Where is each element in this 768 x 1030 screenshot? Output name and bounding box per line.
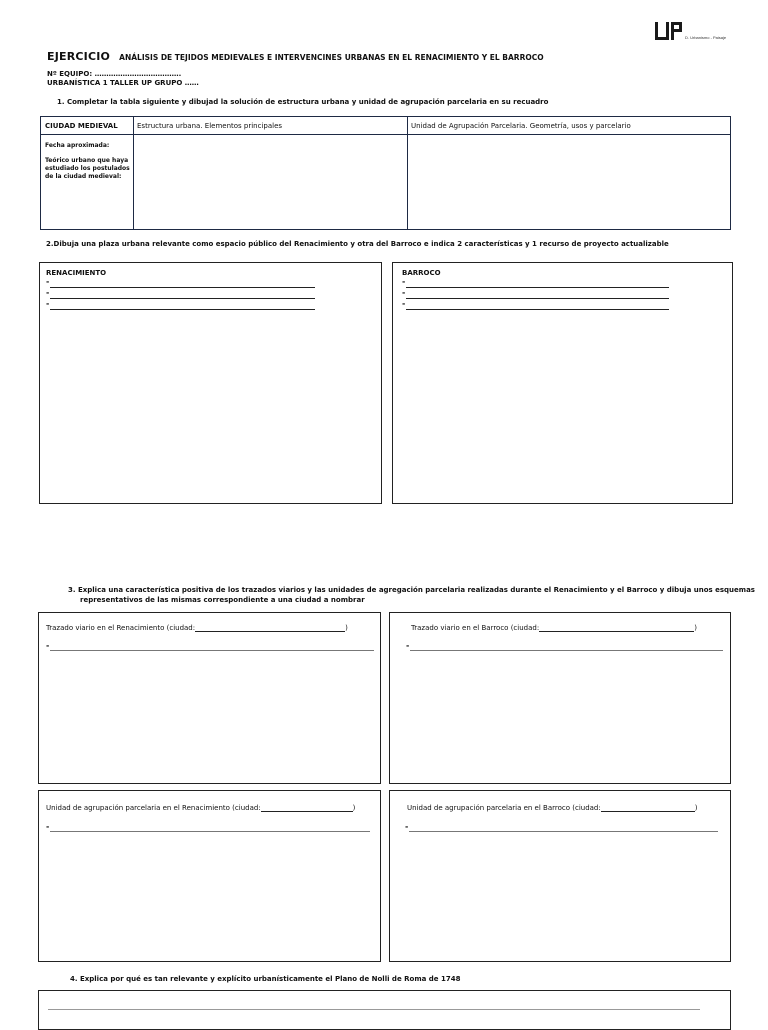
q1-head-ciudad: CIUDAD MEDIEVAL — [45, 122, 118, 130]
q3-br-city-field[interactable] — [601, 804, 695, 812]
q2-barroco-box[interactable] — [392, 262, 733, 504]
logo-caption: D. Urbanismo - Paisaje — [685, 35, 727, 40]
q2-ren-line-2[interactable] — [50, 298, 315, 299]
q3-trazado-barroco-box[interactable] — [389, 612, 731, 784]
q3-tr-label: Trazado viario en el Barroco (ciudad: ) — [411, 624, 697, 632]
equipo-field[interactable]: Nº EQUIPO: ………………………………. — [47, 70, 182, 78]
logo-u-mark — [655, 22, 669, 40]
q2-bar-line-2[interactable] — [406, 298, 669, 299]
q3-tl-dash: - — [46, 641, 50, 650]
q2-renacimiento-box[interactable] — [39, 262, 382, 504]
q3-prompt-line-1: 3. Explica una característica positiva de los trazados viarios y las unidades de agregación parcelaria realizadas durante el Renacimiento y el Barroco y dibuja unos esquemas — [68, 586, 755, 594]
title-subtitle: ANÁLISIS DE TEJIDOS MEDIEVALES E INTERVENCINES URBANAS EN EL RENACIMIENTO Y EL BARROCO — [119, 53, 544, 62]
q2-bar-dash-2: - — [402, 288, 406, 297]
q2-prompt: 2.Dibuja una plaza urbana relevante como espacio público del Renacimiento y otra del Barroco e indica 2 características y 1 recurso de proyecto actualizable — [46, 240, 669, 248]
q3-bl-line[interactable] — [50, 831, 370, 832]
title-main: EJERCICIO — [47, 50, 111, 63]
q2-ren-dash-2: - — [46, 288, 50, 297]
q2-ren-dash-1: - — [46, 277, 50, 286]
q2-ren-line-1[interactable] — [50, 287, 315, 288]
q3-tl-city-field[interactable] — [195, 624, 345, 632]
q2-bar-line-1[interactable] — [406, 287, 669, 288]
page-title — [47, 45, 544, 64]
q3-prompt-line-2: representativos de las mismas correspondiente a una ciudad a nombrar — [80, 596, 365, 604]
q1-head-unidad: Unidad de Agrupación Parcelaria. Geometría, usos y parcelario — [411, 122, 631, 130]
q2-ren-line-3[interactable] — [50, 309, 315, 310]
q4-prompt: 4. Explica por qué es tan relevante y explícito urbanísticamente el Plano de Nolli de Roma de 1748 — [70, 975, 461, 983]
q1-fecha-label: Fecha aproximada: — [45, 142, 110, 149]
q3-br-label: Unidad de agrupación parcelaria en el Barroco (ciudad: ) — [407, 804, 698, 812]
q3-br-dash: - — [405, 822, 409, 831]
taller-field[interactable]: URBANÍSTICA 1 TALLER UP GRUPO …… — [47, 79, 199, 87]
q1-teorico-label-2: estudiado los postulados — [45, 165, 130, 172]
q2-bar-line-3[interactable] — [406, 309, 669, 310]
q3-tr-dash: - — [406, 641, 410, 650]
q3-bl-city-field[interactable] — [261, 804, 353, 812]
q3-unidad-renacimiento-box[interactable] — [38, 790, 381, 962]
q3-bl-label: Unidad de agrupación parcelaria en el Renacimiento (ciudad: ) — [46, 804, 356, 812]
logo — [655, 22, 725, 44]
q4-answer-box[interactable] — [38, 990, 731, 1030]
q2-ren-dash-3: - — [46, 299, 50, 308]
q3-tr-city-field[interactable] — [539, 624, 694, 632]
q3-unidad-barroco-box[interactable] — [389, 790, 731, 962]
q1-col-estructura[interactable] — [133, 117, 408, 229]
q2-barroco-label: BARROCO — [402, 269, 441, 277]
q3-bl-dash: - — [46, 822, 50, 831]
q3-br-line[interactable] — [409, 831, 718, 832]
q3-tl-label: Trazado viario en el Renacimiento (ciudad: ) — [46, 624, 348, 632]
q1-teorico-label-3: de la ciudad medieval: — [45, 173, 122, 180]
q1-teorico-label-1: Teórico urbano que haya — [45, 157, 129, 164]
logo-p-mark — [671, 22, 683, 40]
q4-answer-line[interactable] — [48, 1009, 700, 1010]
q3-tr-line[interactable] — [410, 650, 723, 651]
q2-bar-dash-3: - — [402, 299, 406, 308]
q2-renacimiento-label: RENACIMIENTO — [46, 269, 107, 277]
q3-trazado-renacimiento-box[interactable] — [38, 612, 381, 784]
q2-bar-dash-1: - — [402, 277, 406, 286]
q1-table — [40, 116, 731, 230]
q3-tl-line[interactable] — [50, 650, 374, 651]
q1-prompt: 1. Completar la tabla siguiente y dibujad la solución de estructura urbana y unidad de agrupación parcelaria en su recuadro — [57, 98, 549, 106]
q1-head-estructura: Estructura urbana. Elementos principales — [137, 122, 283, 130]
